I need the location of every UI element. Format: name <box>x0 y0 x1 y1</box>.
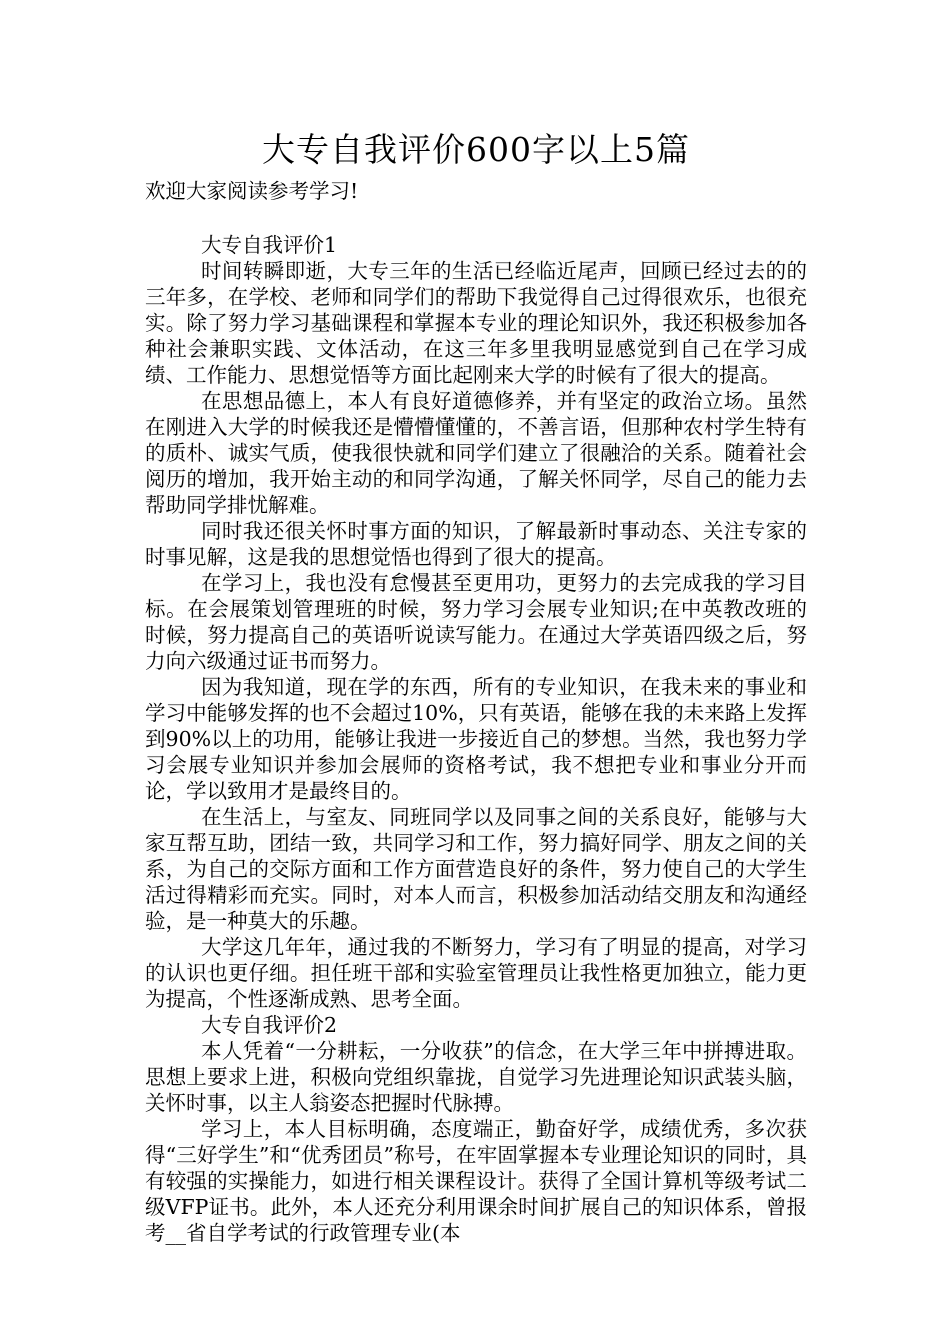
document-title: 大专自我评价600字以上5篇 <box>262 130 690 169</box>
paragraph: 本人凭着“一分耕耘，一分收获”的信念，在大学三年中拼搏进取。思想上要求上进，积极向党组织靠拢，自觉学习先进理论知识武装头脑，关怀时事，以主人翁姿态把握时代脉搏。 <box>145 1039 807 1115</box>
section-heading: 大专自我评价1 <box>201 233 338 257</box>
intro-text: 欢迎大家阅读参考学习! <box>145 179 359 203</box>
paragraph: 因为我知道，现在学的东西，所有的专业知识，在我未来的事业和学习中能够发挥的也不会超过10%，只有英语，能够在我的未来路上发挥到90%以上的功用，能够让我进一步接近自己的梦想。当然，我也努力学习会展专业知识并参加会展师的资格考试，我不想把专业和事业分开而论，学以致用才是最终目的。 <box>145 675 807 803</box>
section-1 <box>145 232 807 1012</box>
paragraph: 学习上，本人目标明确，态度端正，勤奋好学，成绩优秀，多次获得“三好学生”和“优秀团员”称号，在牢固掌握本专业理论知识的同时，具有较强的实操能力，如进行相关课程设计。获得了全国计算机等级考试二级VFP证书。此外，本人还充分利用课余时间扩展自己的知识体系，曾报考__省自学考试的行政管理专业(本 <box>145 1117 807 1245</box>
paragraph: 时间转瞬即逝，大专三年的生活已经临近尾声，回顾已经过去的的三年多，在学校、老师和同学们的帮助下我觉得自己过得很欢乐，也很充实。除了努力学习基础课程和掌握本专业的理论知识外，我还积极参加各种社会兼职实践、文体活动，在这三年多里我明显感觉到自己在学习成绩、工作能力、思想觉悟等方面比起刚来大学的时候有了很大的提高。 <box>145 259 807 387</box>
paragraph: 在生活上，与室友、同班同学以及同事之间的关系良好，能够与大家互帮互助，团结一致，共同学习和工作，努力搞好同学、朋友之间的关系，为自己的交际方面和工作方面营造良好的条件，努力使自己的大学生活过得精彩而充实。同时，对本人而言，积极参加活动结交朋友和沟通经验，是一种莫大的乐趣。 <box>145 805 807 933</box>
section-2 <box>145 1012 807 1246</box>
paragraph: 同时我还很关怀时事方面的知识，了解最新时事动态、关注专家的时事见解，这是我的思想觉悟也得到了很大的提高。 <box>145 519 807 569</box>
paragraph: 大学这几年年，通过我的不断努力，学习有了明显的提高，对学习的认识也更仔细。担任班干部和实验室管理员让我性格更加独立，能力更为提高，个性逐渐成熟、思考全面。 <box>145 935 807 1011</box>
document-page <box>145 128 807 1246</box>
paragraph: 在思想品德上，本人有良好道德修养，并有坚定的政治立场。虽然在刚进入大学的时候我还是懵懵懂懂的，不善言语，但那种农村学生特有的质朴、诚实气质，使我很快就和同学们建立了很融洽的关系。随着社会阅历的增加，我开始主动的和同学沟通，了解关怀同学，尽自己的能力去帮助同学排忧解难。 <box>145 389 807 517</box>
paragraph: 在学习上，我也没有怠慢甚至更用功，更努力的去完成我的学习目标。在会展策划管理班的时候，努力学习会展专业知识;在中英教改班的时候，努力提高自己的英语听说读写能力。在通过大学英语四级之后，努力向六级通过证书而努力。 <box>145 571 807 673</box>
section-heading: 大专自我评价2 <box>201 1013 338 1037</box>
